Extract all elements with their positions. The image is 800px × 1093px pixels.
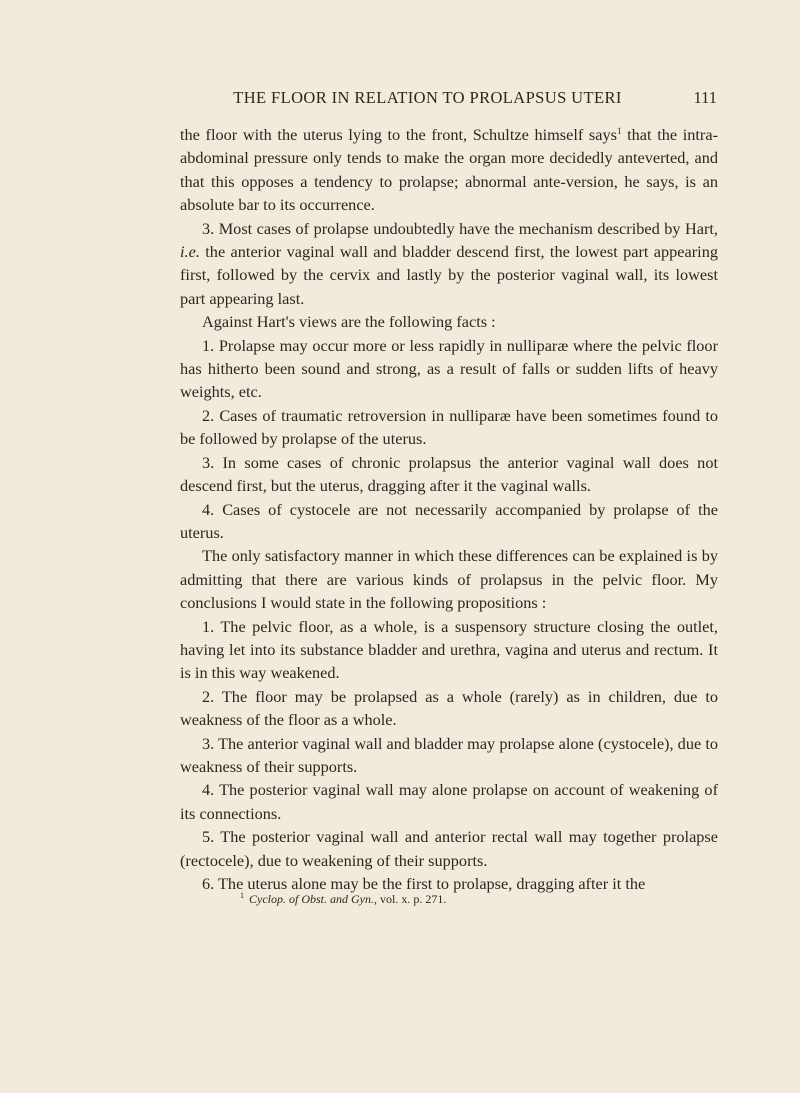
paragraph-1-text-a: the floor with the uterus lying to the front, Schultze himself says	[180, 125, 617, 144]
paragraph-3: Against Hart's views are the following facts :	[202, 312, 496, 332]
paragraph-7: 4. Cases of cystocele are not necessarily accompanied by prolapse of the uterus.	[180, 499, 718, 542]
page-number: 111	[693, 88, 717, 107]
paragraph-12: 4. The posterior vaginal wall may alone prolapse on account of weakening of its connections.	[180, 780, 718, 823]
paragraph-11: 3. The anterior vaginal wall and bladder may prolapse alone (cystocele), due to weakness of their supports.	[180, 733, 718, 776]
paragraph-4: 1. Prolapse may occur more or less rapidly in nulliparæ where the pelvic floor has hitherto been sound and strong, as a result of falls or sudden lifts of heavy weights, etc.	[180, 335, 718, 402]
body-text	[180, 123, 718, 906]
paragraph-2-ie: i.e.	[180, 242, 200, 262]
paragraph-1-text-b: that the intra-abdominal pressure only tends to make the organ more decidedly anteverted, and that this opposes a tendency to prolapse; abnormal ante-version, he says, is an absolute bar to its occurrence.	[180, 125, 718, 215]
paragraph-9: 1. The pelvic floor, as a whole, is a suspensory structure closing the outlet, having let into its substance bladder and urethra, vagina and uterus and rectum. It is in this way weakened.	[180, 616, 718, 683]
paragraph-6: 3. In some cases of chronic prolapsus the anterior vaginal wall does not descend first, but the uterus, dragging after it the vaginal walls.	[180, 452, 718, 496]
paragraph-13: 5. The posterior vaginal wall and anterior rectal wall may together prolapse (rectocele), due to weakening of their supports.	[180, 827, 718, 870]
paragraph-2	[180, 217, 718, 311]
paragraph-8: The only satisfactory manner in which these differences can be explained is by admitting that there are various kinds of prolapsus in the pelvic floor. My conclusions I would state in the following propositions :	[180, 546, 718, 613]
paragraph-14: 6. The uterus alone may be the first to prolapse, dragging after it the	[202, 874, 646, 893]
paragraph-10: 2. The floor may be prolapsed as a whole (rarely) as in children, due to weakness of the floor as a whole.	[180, 686, 718, 730]
footnote-source: Cyclop. of Obst. and Gyn.,	[249, 892, 377, 907]
running-title: THE FLOOR IN RELATION TO PROLAPSUS UTERI	[233, 88, 622, 107]
footnote-reference: 1	[616, 126, 622, 136]
footnote-mark: 1	[240, 891, 244, 901]
paragraph-1	[180, 123, 718, 217]
paragraph-5: 2. Cases of traumatic retroversion in nulliparæ have been sometimes found to be followed by prolapse of the uterus.	[180, 405, 718, 449]
page-header	[178, 88, 717, 114]
footnote-ref: vol. x. p. 271.	[377, 892, 447, 907]
paragraph-2-text-b: the anterior vaginal wall and bladder descend first, the lowest part appearing first, followed by the cervix and lastly by the posterior vaginal wall, its lowest part appearing last.	[180, 242, 718, 308]
paragraph-2-text-a: 3. Most cases of prolapse undoubtedly have the mechanism described by Hart,	[202, 218, 718, 238]
